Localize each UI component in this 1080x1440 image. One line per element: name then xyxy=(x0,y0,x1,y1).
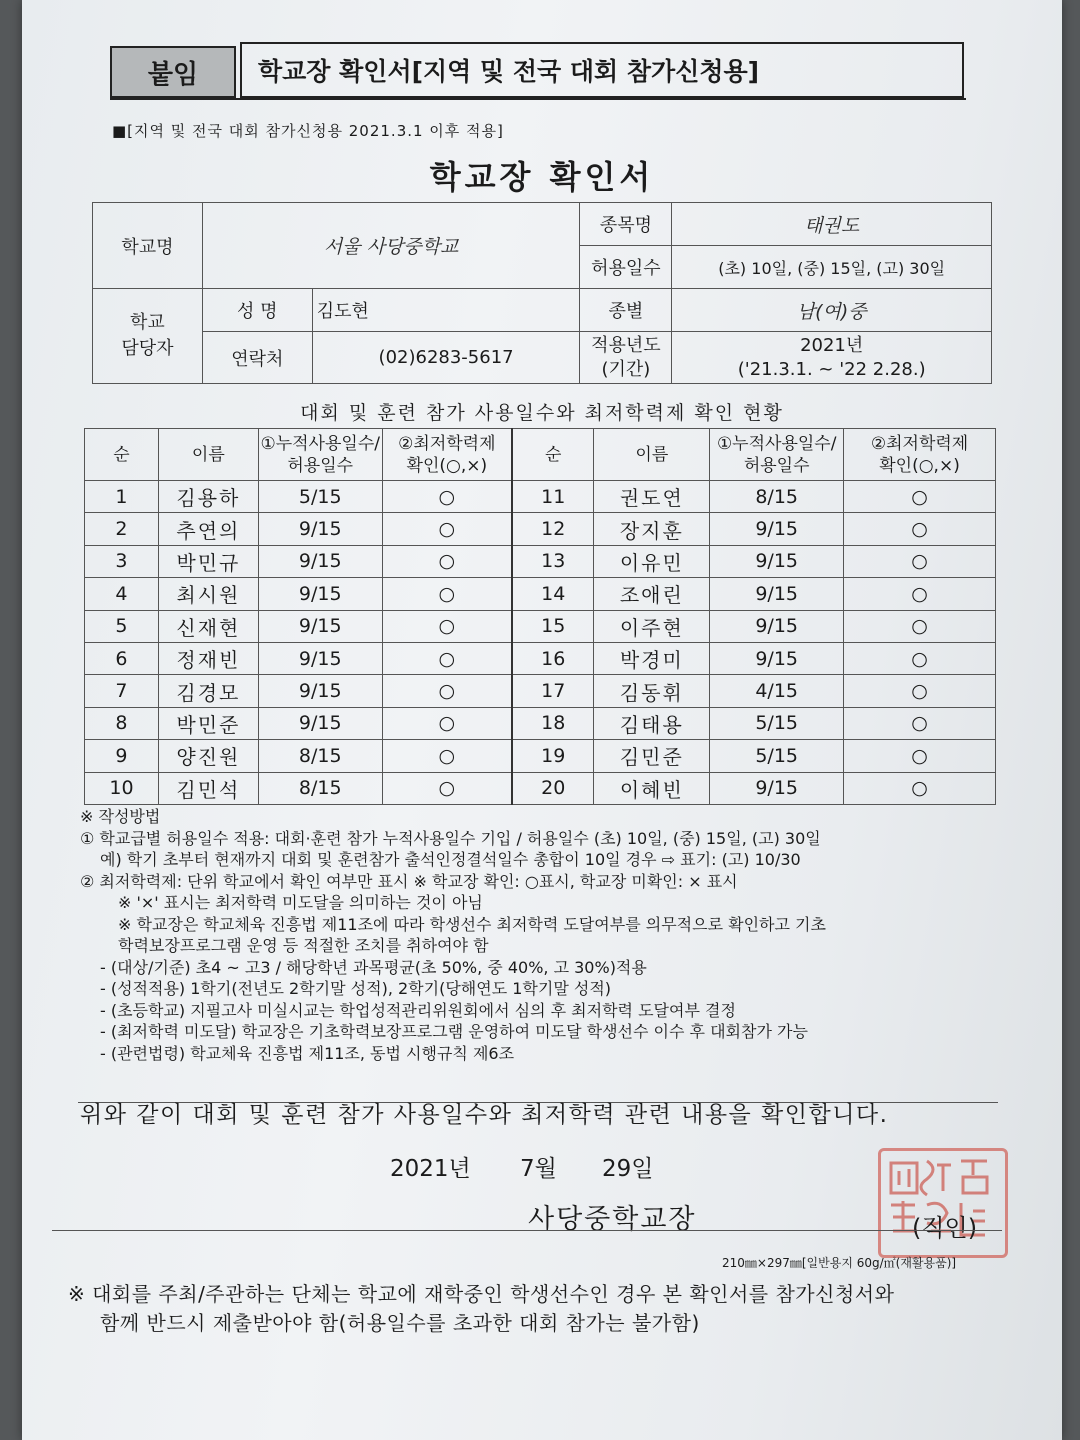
used-days: 9/15 xyxy=(258,642,382,674)
instruction-line: - (최저학력 미도달) 학교장은 기초학력보장프로그램 운영하여 미도달 학생선수 이수 후 대회참가 가능 xyxy=(100,1022,808,1041)
period-label: 적용년도 (기간) xyxy=(580,332,672,384)
student-no: 1 xyxy=(85,481,159,513)
instructions xyxy=(80,806,1000,1064)
period-range: ('21.3.1. ~ '22 2.28.) xyxy=(737,358,926,380)
phone-value: (02)6283-5617 xyxy=(312,332,580,384)
date-day: 29일 xyxy=(602,1156,654,1182)
student-name: 박경미 xyxy=(594,642,710,674)
student-name: 추연의 xyxy=(158,513,258,545)
used-days: 5/15 xyxy=(258,481,382,513)
academic-check: ○ xyxy=(382,545,512,577)
roster-title: 대회 및 훈련 참가 사용일수와 최저학력제 확인 현황 xyxy=(300,402,784,424)
divider xyxy=(52,1230,1002,1231)
contact-name-value: 김도현 xyxy=(312,289,580,332)
page-title: 학교장 확인서 xyxy=(429,158,655,196)
seal-label: (직인) xyxy=(912,1214,978,1242)
school-info-table xyxy=(92,202,992,384)
academic-check: ○ xyxy=(844,675,996,707)
period-year: 2021년 xyxy=(800,334,864,356)
used-days: 9/15 xyxy=(710,642,844,674)
student-no: 4 xyxy=(85,578,159,610)
student-no: 3 xyxy=(85,545,159,577)
student-no: 16 xyxy=(512,642,594,674)
used-days: 8/15 xyxy=(258,772,382,804)
paper-spec: 210㎜×297㎜[일반용지 60g/㎡(재활용품)] xyxy=(722,1256,957,1270)
student-name: 이주현 xyxy=(594,610,710,642)
student-name: 김민석 xyxy=(158,772,258,804)
academic-check: ○ xyxy=(844,610,996,642)
roster-row xyxy=(85,481,996,513)
student-no: 11 xyxy=(512,481,594,513)
used-days: 9/15 xyxy=(258,513,382,545)
instructions-heading: ※ 작성방법 xyxy=(80,807,161,826)
used-days: 9/15 xyxy=(258,545,382,577)
allowed-days-label: 허용일수 xyxy=(580,246,672,289)
student-no: 6 xyxy=(85,642,159,674)
contact-person-label: 학교 담당자 xyxy=(93,289,203,384)
header-academic: ②최저학력제 확인(○,×) xyxy=(844,429,996,481)
period-value xyxy=(672,332,992,384)
confirmation-statement: 위와 같이 대회 및 훈련 참가 사용일수와 최저학력 관련 내용을 확인합니다. xyxy=(80,1102,889,1128)
student-no: 19 xyxy=(512,740,594,772)
student-no: 14 xyxy=(512,578,594,610)
student-name: 김용하 xyxy=(158,481,258,513)
academic-check: ○ xyxy=(844,707,996,739)
used-days: 9/15 xyxy=(258,610,382,642)
roster-row xyxy=(85,578,996,610)
student-name: 김경모 xyxy=(158,675,258,707)
student-name: 김태용 xyxy=(594,707,710,739)
footer-line: ※ 대회를 주최/주관하는 단체는 학교에 재학중인 학생선수인 경우 본 확인서를 참가신청서와 xyxy=(68,1282,895,1306)
instruction-line: ① 학교급별 허용일수 적용: 대회·훈련 참가 누적사용일수 기입 / 허용일수 (초) 10일, (중) 15일, (고) 30일 xyxy=(80,828,821,848)
academic-check: ○ xyxy=(844,481,996,513)
used-days: 4/15 xyxy=(710,675,844,707)
header-days: ①누적사용일수/ 허용일수 xyxy=(710,429,844,481)
student-name: 최시원 xyxy=(158,578,258,610)
roster-row xyxy=(85,740,996,772)
document-page xyxy=(22,0,1062,1440)
used-days: 9/15 xyxy=(710,772,844,804)
allowed-days-value: (초) 10일, (중) 15일, (고) 30일 xyxy=(672,246,992,289)
phone-label: 연락처 xyxy=(202,332,312,384)
instruction-line: - (대상/기준) 초4 ~ 고3 / 해당학년 과목평균(초 50%, 중 40%, 고 30%)적용 xyxy=(100,957,647,977)
student-name: 양진원 xyxy=(158,740,258,772)
instruction-line: ② 최저학력제: 단위 학교에서 확인 여부만 표시 ※ 학교장 확인: ○표시, 학교장 미확인: × 표시 xyxy=(80,871,738,891)
academic-check: ○ xyxy=(382,481,512,513)
used-days: 9/15 xyxy=(258,707,382,739)
student-no: 7 xyxy=(85,675,159,707)
roster-row xyxy=(85,707,996,739)
footer-line: 함께 반드시 제출받아야 함(허용일수를 초과한 대회 참가는 불가함) xyxy=(100,1311,700,1335)
student-name: 정재빈 xyxy=(158,642,258,674)
event-label: 종목명 xyxy=(580,203,672,246)
header-divider xyxy=(110,98,966,100)
header-title: 학교장 확인서[지역 및 전국 대회 참가신청용] xyxy=(240,42,964,98)
instruction-line: - (초등학교) 지필고사 미실시교는 학업성적관리위원회에서 심의 후 최저학력 도달여부 결정 xyxy=(100,1000,736,1020)
student-name: 이혜빈 xyxy=(594,772,710,804)
student-name: 박민준 xyxy=(158,707,258,739)
principal-title: 사당중학교장 xyxy=(528,1204,697,1235)
student-no: 18 xyxy=(512,707,594,739)
student-no: 15 xyxy=(512,610,594,642)
footer-note xyxy=(68,1280,894,1338)
used-days: 5/15 xyxy=(710,740,844,772)
used-days: 9/15 xyxy=(710,578,844,610)
student-name: 박민규 xyxy=(158,545,258,577)
roster-row xyxy=(85,610,996,642)
instruction-line: ※ '×' 표시는 최저학력 미도달을 의미하는 것이 아님 xyxy=(118,893,483,912)
roster-row xyxy=(85,642,996,674)
academic-check: ○ xyxy=(382,513,512,545)
header-no: 순 xyxy=(85,429,159,481)
academic-check: ○ xyxy=(382,675,512,707)
student-name: 김민준 xyxy=(594,740,710,772)
application-note: ■[지역 및 전국 대회 참가신청용 2021.3.1 이후 적용] xyxy=(112,122,504,140)
academic-check: ○ xyxy=(844,772,996,804)
student-no: 2 xyxy=(85,513,159,545)
roster-row xyxy=(85,772,996,804)
student-no: 13 xyxy=(512,545,594,577)
used-days: 8/15 xyxy=(710,481,844,513)
student-name: 신재현 xyxy=(158,610,258,642)
school-name-label: 학교명 xyxy=(93,203,203,289)
header-days: ①누적사용일수/허용일수 xyxy=(258,429,382,481)
instruction-line: - (관련법령) 학교체육 진흥법 제11조, 동법 시행규칙 제6조 xyxy=(100,1043,515,1063)
header-name: 이름 xyxy=(594,429,710,481)
used-days: 5/15 xyxy=(710,707,844,739)
used-days: 9/15 xyxy=(710,513,844,545)
used-days: 9/15 xyxy=(258,578,382,610)
roster-row xyxy=(85,675,996,707)
student-no: 9 xyxy=(85,740,159,772)
name-label: 성 명 xyxy=(202,289,312,332)
school-name-value: 서울 사당중학교 xyxy=(202,203,580,289)
used-days: 9/15 xyxy=(710,610,844,642)
student-name: 이유민 xyxy=(594,545,710,577)
roster-row xyxy=(85,545,996,577)
student-name: 김동휘 xyxy=(594,675,710,707)
used-days: 9/15 xyxy=(258,675,382,707)
student-no: 10 xyxy=(85,772,159,804)
date-year: 2021년 xyxy=(390,1156,471,1182)
header-academic: ②최저학력제 확인(○,×) xyxy=(382,429,512,481)
academic-check: ○ xyxy=(844,545,996,577)
academic-check: ○ xyxy=(382,642,512,674)
academic-check: ○ xyxy=(382,610,512,642)
academic-check: ○ xyxy=(844,578,996,610)
student-no: 17 xyxy=(512,675,594,707)
instruction-line: ※ 학교장은 학교체육 진흥법 제11조에 따라 학생선수 최저학력 도달여부를 의무적으로 확인하고 기초 xyxy=(118,914,826,934)
header-no: 순 xyxy=(512,429,594,481)
instruction-line: 학력보장프로그램 운영 등 적절한 조치를 취하여야 함 xyxy=(118,936,489,955)
gender-label: 종별 xyxy=(580,289,672,332)
academic-check: ○ xyxy=(382,578,512,610)
roster-row xyxy=(85,513,996,545)
student-name: 권도연 xyxy=(594,481,710,513)
roster-body xyxy=(85,481,996,805)
academic-check: ○ xyxy=(382,707,512,739)
student-no: 5 xyxy=(85,610,159,642)
academic-check: ○ xyxy=(844,513,996,545)
date-month: 7월 xyxy=(520,1156,557,1182)
student-no: 20 xyxy=(512,772,594,804)
academic-check: ○ xyxy=(382,740,512,772)
instruction-line: - (성적적용) 1학기(전년도 2학기말 성적), 2학기(당해연도 1학기말 성적) xyxy=(100,979,612,998)
student-name: 장지훈 xyxy=(594,513,710,545)
instruction-line: 예) 학기 초부터 현재까지 대회 및 훈련참가 출석인정결석일수 총합이 10일 경우 ⇨ 표기: (고) 10/30 xyxy=(100,850,801,869)
roster-table xyxy=(84,428,996,805)
student-no: 12 xyxy=(512,513,594,545)
academic-check: ○ xyxy=(844,740,996,772)
used-days: 8/15 xyxy=(258,740,382,772)
gender-value: 남(여)중 xyxy=(672,289,992,332)
header-name: 이름 xyxy=(158,429,258,481)
attachment-tab: 붙임 xyxy=(110,46,236,98)
academic-check: ○ xyxy=(382,772,512,804)
used-days: 9/15 xyxy=(710,545,844,577)
event-value: 태권도 xyxy=(672,203,992,246)
student-name: 조애린 xyxy=(594,578,710,610)
student-no: 8 xyxy=(85,707,159,739)
academic-check: ○ xyxy=(844,642,996,674)
